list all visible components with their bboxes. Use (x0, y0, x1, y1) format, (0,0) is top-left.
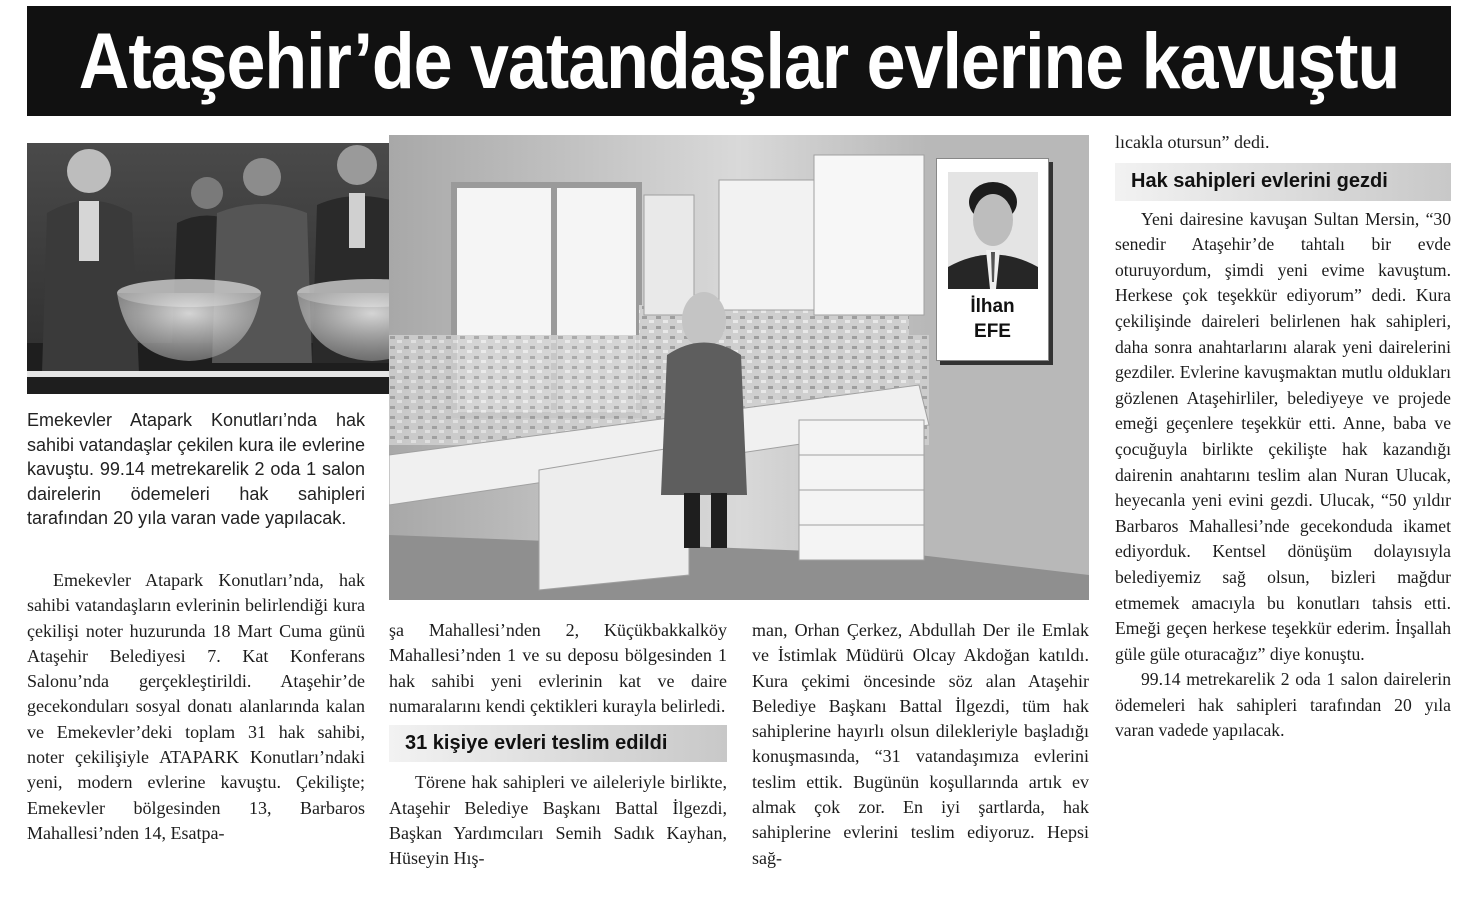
author-last-name: EFE (974, 321, 1011, 342)
author-first-name: İlhan (970, 296, 1015, 317)
subheading-delivered: 31 kişiye evleri teslim edildi (389, 725, 727, 762)
article-column-1 (27, 568, 365, 846)
col1-paragraph-1: Emekevler Atapark Konutları’nda, hak sahibi vatandaşların evlerinin belirlendiği kura çekilişi noter huzurunda 18 Mart Cuma günü Ataşehir Belediyesi 7. Kat Konferans Salonu’nda gerçekleştirildi. Ataşehir’de gecekonduları sosyal donatı alanlarında kalan ve Emekevler’deki toplam 31 hak sahibi, noter çekilişiyle ATAPARK Konutları’ndaki yeni, modern evlerine kavuştu. Çekilişte; Emekevler bölgesinden 13, Barbaros Mahallesi’nden 14, Esatpa- (27, 570, 365, 843)
col4-paragraph-2: 99.14 metrekarelik 2 oda 1 salon dairelerin ödemeleri hak sahipleri tarafından 20 yıla varan vadede yapılacak. (1115, 669, 1451, 741)
headline: Ataşehir’de vatandaşlar evlerine kavuştu (78, 17, 1400, 105)
article-column-2 (389, 618, 727, 872)
article-column-4 (1115, 130, 1451, 744)
article-column-3 (752, 618, 1089, 871)
col3-paragraph-1: man, Orhan Çerkez, Abdullah Der ile Emlak ve İstimlak Müdürü Olcay Akdoğan katıldı. Kura çekimi öncesinde söz alan Ataşehir Belediye Başkanı Battal İlgezdi, tüm hak sahiplerine hayırlı olsun dilekleriyle başladığı konuşmasında, “31 vatandaşımıza evlerini teslim ettik. Bugünün koşullarında artık ev almak çok zor. En iyi şartlarda, hak sahiplerine evlerini teslim ediyoruz. Hepsi sağ- (752, 620, 1089, 868)
col2-paragraph-1: şa Mahallesi’nden 2, Küçükbakkalköy Mahallesi’nden 1 ve su deposu bölgesinden 1 hak sahibi yeni evlerinin kat ve daire numaralarını kendi çektikleri kurayla belirledi. (389, 620, 727, 716)
subheading-visited: Hak sahipleri evlerini gezdi (1115, 163, 1451, 200)
col4-paragraph-1: Yeni dairesine kavuşan Sultan Mersin, “30 senedir Ataşehir’de tahtalı bir evde oturuyordum, şimdi yeni evime kavuştum. Herkese çok teşekkür ediyorum” dedi. Kura çekilişinde daireleri belirlenen hak sahipleri, daha sonra anahtarlarını alarak yeni dairelerini gezdiler. Evlerine kavuşmaktan mutlu oldukları gözlenen Ataşehirliler, belediyeye ve projede emeği geçenlere teşekkür etti. Anne, baba ve çocuğuyla birlikte çekilişte hak kazandığı dairenin anahtarını teslim alan Nuran Ulucak, heyecanla yeni evini gezdi. Ulucak, “50 yıldır Barbaros Mahallesi’nde gecekonduda ikamet ediyorduk. Kentsel dönüşüm dolayısıyla belediyemiz sağ olsun, bizleri mağdur etmemek amacıyla bu konutları tahsis etti. Emeği geçen herkese teşekkür ederim. İnşallah güle güle oturacağız” diye konuştu. (1115, 208, 1451, 664)
col2-paragraph-2: Törene hak sahipleri ve aileleriyle birlikte, Ataşehir Belediye Başkanı Battal İlgezdi, Başkan Yardımcıları Semih Sadık Kayhan, Hüseyin Hış- (389, 772, 727, 869)
col4-paragraph-0: lıcakla otursun” dedi. (1115, 132, 1270, 152)
author-photo (948, 172, 1038, 289)
author-box (936, 158, 1049, 361)
photo-caption: Emekevler Atapark Konutları’nda hak sahibi vatandaşlar çekilen kura ile evlerine kavuştu. 99.14 metrekarelik 2 oda 1 salon dairelerin ödemeleri hak sahipleri tarafından 20 yıla varan vade yapılacak. (27, 410, 365, 528)
headline-banner (27, 6, 1451, 116)
